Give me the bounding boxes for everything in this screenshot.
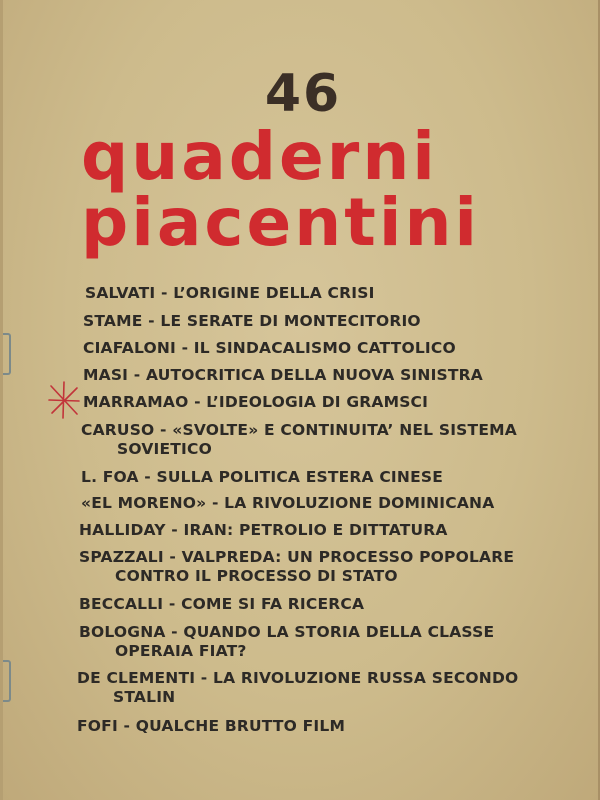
toc-entry-text: HALLIDAY - IRAN: PETROLIO E DITTATURA bbox=[79, 521, 448, 539]
toc-entry bbox=[79, 595, 364, 614]
staple-icon bbox=[3, 333, 11, 375]
toc-entry bbox=[81, 421, 517, 459]
toc-entry bbox=[83, 339, 456, 358]
toc-entry bbox=[81, 468, 443, 487]
toc-entry bbox=[83, 393, 428, 412]
toc-entry-text: BECCALLI - COME SI FA RICERCA bbox=[79, 595, 365, 613]
toc-entry-text: L. FOA - SULLA POLITICA ESTERA CINESE bbox=[81, 468, 444, 486]
toc-entry bbox=[79, 548, 514, 586]
toc-entry-text: FOFI - QUALCHE BRUTTO FILM bbox=[77, 717, 346, 735]
toc-entry-text: CARUSO - «SVOLTE» E CONTINUITA’ NEL SISTEMA bbox=[81, 421, 517, 439]
toc-entry bbox=[81, 494, 494, 513]
toc-entry bbox=[79, 623, 494, 661]
toc-entry-continuation: OPERAIA FIAT? bbox=[115, 642, 247, 660]
toc-entry-text: «EL MORENO» - LA RIVOLUZIONE DOMINICANA bbox=[81, 494, 495, 512]
toc-entry-text: BOLOGNA - QUANDO LA STORIA DELLA CLASSE bbox=[79, 623, 495, 641]
toc-entry bbox=[77, 669, 518, 707]
title-line-1: quaderni bbox=[81, 118, 438, 195]
toc-entry-continuation: STALIN bbox=[113, 688, 176, 706]
toc-entry bbox=[85, 284, 375, 303]
toc-entry-text: CIAFALONI - IL SINDACALISMO CATTOLICO bbox=[83, 339, 456, 357]
toc-entry bbox=[83, 366, 483, 385]
toc-entry-text: MARRAMAO - L’IDEOLOGIA DI GRAMSCI bbox=[83, 393, 429, 411]
toc-entry-text: DE CLEMENTI - LA RIVOLUZIONE RUSSA SECONDO bbox=[77, 669, 519, 687]
toc-entry bbox=[83, 312, 421, 331]
issue-number: 46 bbox=[264, 64, 342, 124]
toc-entry-text: SPAZZALI - VALPREDA: UN PROCESSO POPOLARE bbox=[79, 548, 515, 566]
toc-entry-text: MASI - AUTOCRITICA DELLA NUOVA SINISTRA bbox=[83, 366, 484, 384]
asterisk-mark-icon bbox=[47, 380, 81, 420]
toc-entry-continuation: SOVIETICO bbox=[117, 440, 212, 458]
toc-entry bbox=[77, 717, 345, 736]
toc-entry-text: SALVATI - L’ORIGINE DELLA CRISI bbox=[85, 284, 375, 302]
toc-entry-text: STAME - LE SERATE DI MONTECITORIO bbox=[83, 312, 421, 330]
toc-entry bbox=[79, 521, 448, 540]
staple-icon bbox=[3, 660, 11, 702]
title-line-2: piacentini bbox=[81, 184, 481, 261]
toc-entry-continuation: CONTRO IL PROCESSO DI STATO bbox=[115, 567, 398, 585]
